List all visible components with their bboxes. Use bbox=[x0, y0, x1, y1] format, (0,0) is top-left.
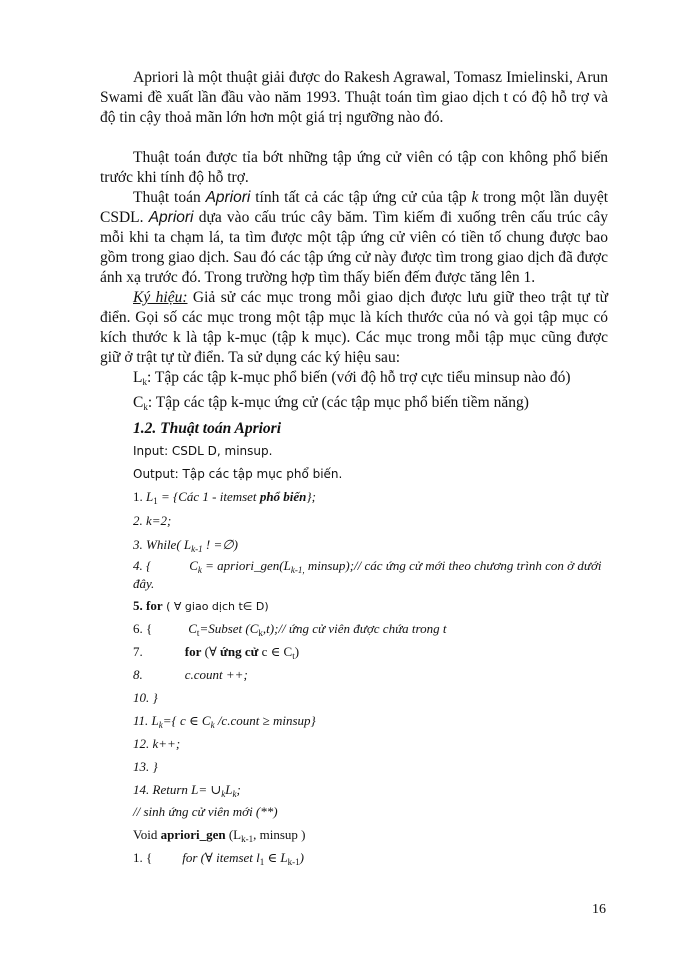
algo-last-line: 1. { for (∀ itemset $l_1$ ∈ $L_{k-1}$) bbox=[133, 850, 304, 867]
algo-line-3: 3. While( $L_{k-1}$ ! =∅) bbox=[133, 537, 238, 554]
notation-paragraph: Ký hiệu: Giả sử các mục trong mỗi giao dịch được lưu giữ theo trật tự từ điển. Gọi số các mục trong một tập mục là kích thước của nó và gọi tập mục có kích thước k là tập k-mục (tập k mục). Các mục trong mỗi tập mục cũng được giữ ở trật tự từ điển. Ta sử dụng các ký hiệu sau: bbox=[100, 289, 608, 366]
definition-ck: $C_k$: Tập các tập k-mục ứng cử (các tập mục phổ biến tiềm năng) bbox=[133, 394, 529, 412]
algo-line-13: 13. } bbox=[133, 759, 158, 774]
notation-label: Ký hiệu: bbox=[133, 289, 188, 306]
algo-line-12: 12. k++; bbox=[133, 736, 181, 751]
algo-line-8: 8. c.count ++; bbox=[133, 667, 248, 682]
algo-comment: // sinh ứng cử viên mới (**) bbox=[133, 804, 278, 819]
algorithm-input: Input: CSDL D, minsup. bbox=[133, 444, 273, 458]
algo-line-2: 2. k=2; bbox=[133, 513, 172, 528]
definition-lk: $L_k$: Tập các tập k-mục phổ biến (với độ hỗ trợ cực tiểu minsup nào đó) bbox=[133, 369, 571, 387]
apriori-description-paragraph: Thuật toán Apriori tính tất cả các tập ứng cử của tập k trong một lần duyệt CSDL. Apriori dựa vào cấu trúc cây băm. Tìm kiếm đi xuống trên cấu trúc cây mỗi khi ta chạm lá, ta tìm được một tập ứng cử viên có tiền tố chung được bao gồm trong giao dịch. Sau đó các tập ứng cử này được tìm trong giao dịch đã được ánh xạ trước đó. Trong trường hợp tìm thấy biến đếm được tăng lên 1. bbox=[100, 189, 608, 286]
algo-line-11: 11. $L_k=${ c ∈ $C_k$ /c.count ≥ minsup} bbox=[133, 713, 316, 730]
algo-line-7: 7. for (∀ ứng cử c ∈ $C_t$) bbox=[133, 644, 300, 661]
algo-line-5: 5. for ( ∀ giao dịch t∈ D) bbox=[133, 598, 269, 613]
intro-paragraph: Apriori là một thuật giải được do Rakesh Agrawal, Tomasz Imielinski, Arun Swami đề xuất lần đầu vào năm 1993. Thuật toán tìm giao dịch t có độ hỗ trợ và độ tin cậy thoả mãn lớn hơn một giá trị ngưỡng nào đó. bbox=[100, 69, 608, 126]
section-heading: 1.2. Thuật toán Apriori bbox=[133, 420, 282, 437]
algo-line-10: 10. } bbox=[133, 690, 158, 705]
algo-line-6: 6. { $C_t=Subset$ $(C_k,t);//$ ứng cử viên được chứa trong t bbox=[133, 621, 447, 638]
page-number: 16 bbox=[592, 902, 606, 917]
algo-void-signature: Void apriori_gen ($L_{k-1}$, minsup ) bbox=[133, 827, 306, 844]
algo-line-4: 4. { $C_k$ = $apriori\_gen(L_{k-1,}$ minsup);// các ứng cử mới theo chương trình con ở dưới đây. bbox=[133, 558, 602, 591]
algorithm-output: Output: Tập các tập mục phổ biến. bbox=[133, 467, 343, 481]
algo-line-14: 14. Return $L= \cup_kL_k$; bbox=[133, 782, 241, 799]
pruning-paragraph: Thuật toán được tỉa bớt những tập ứng cử viên có tập con không phổ biến trước khi tính độ hỗ trợ. bbox=[100, 149, 608, 186]
algo-line-1: 1. $L_1$ = {Các 1 - itemset phổ biến}; bbox=[133, 489, 316, 506]
